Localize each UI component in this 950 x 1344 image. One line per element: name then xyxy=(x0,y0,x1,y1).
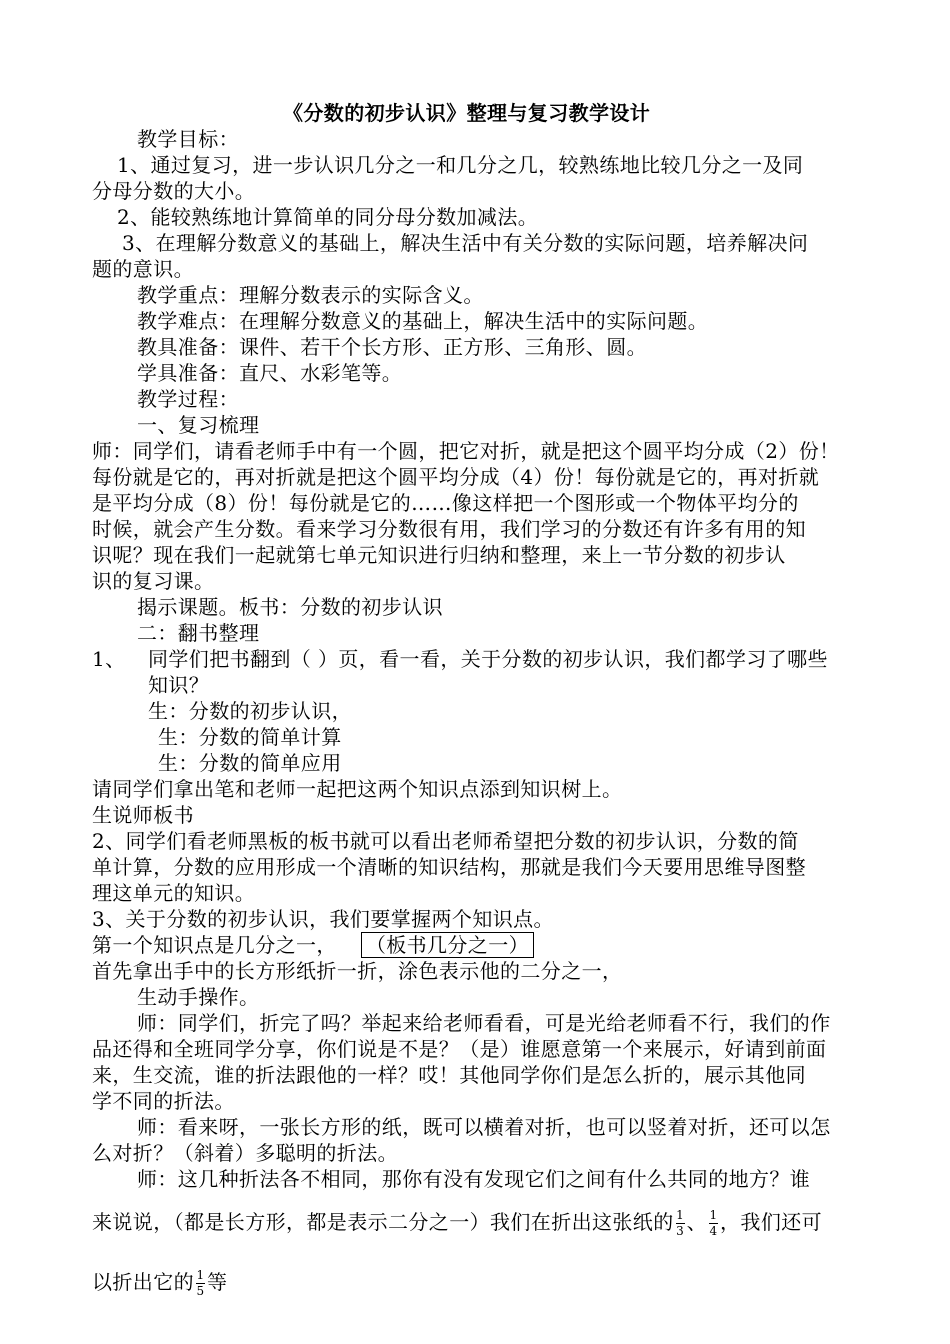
fraction-one-fourth: $\frac{1}{4}$ xyxy=(709,1208,718,1238)
paragraph-line: 生说师板书 xyxy=(92,803,194,827)
paragraph-line: 师：这几种折法各不相同，那你有没有发现它们之间有什么共同的地方？谁 xyxy=(137,1167,811,1191)
paragraph-line: 2、同学们看老师黑板的板书就可以看出老师希望把分数的初步认识，分数的简 xyxy=(92,829,799,853)
paragraph-line: 分母分数的大小。 xyxy=(92,179,256,203)
paragraph-line: 教具准备：课件、若干个长方形、正方形、三角形、圆。 xyxy=(137,335,647,359)
paragraph-line: 识呢？现在我们一起就第七单元知识进行归纳和整理，来上一节分数的初步认 xyxy=(92,543,786,567)
line-text: 、 xyxy=(686,1210,708,1234)
paragraph-line: 么对折？（斜着）多聪明的折法。 xyxy=(92,1141,398,1165)
section-heading: 教学目标： xyxy=(137,127,239,151)
paragraph-line: 揭示课题。板书：分数的初步认识 xyxy=(137,595,443,619)
paragraph-line: 同学们把书翻到（ ）页，看一看，关于分数的初步认识，我们都学习了哪些 xyxy=(148,647,828,671)
paragraph-line: 知识？ xyxy=(148,673,210,697)
line-text: 来说说，（都是长方形，都是表示二分之一）我们在折出这张纸的 xyxy=(92,1210,674,1234)
line-text: 等 xyxy=(207,1270,228,1294)
paragraph-line: 理这单元的知识。 xyxy=(92,881,256,905)
paragraph-line: 生：分数的初步认识， xyxy=(148,699,352,723)
fraction-one-fifth: $\frac{1}{5}$ xyxy=(196,1268,205,1298)
paragraph-line: 学不同的折法。 xyxy=(92,1089,235,1113)
paragraph-line: 师：看来呀，一张长方形的纸，既可以横着对折，也可以竖着对折，还可以怎 xyxy=(137,1115,831,1139)
section-heading: 二：翻书整理 xyxy=(137,621,260,645)
paragraph-line: 师：同学们，请看老师手中有一个圆，把它对折，就是把这个圆平均分成（2）份！ xyxy=(92,439,840,463)
line-text: 第一个知识点是几分之一， xyxy=(92,933,337,957)
paragraph-line: 每份就是它的，再对折就是把这个圆平均分成（4）份！每份就是它的，再对折就 xyxy=(92,465,820,489)
section-heading: 一、复习梳理 xyxy=(137,413,260,437)
paragraph-line xyxy=(92,1202,822,1242)
paragraph-line: 题的意识。 xyxy=(92,257,194,281)
line-text: ，我们还可 xyxy=(720,1210,823,1234)
list-number: 1、 xyxy=(92,647,126,671)
paragraph-line: 首先拿出手中的长方形纸折一折，涂色表示他的二分之一， xyxy=(92,959,623,983)
paragraph-line: 品还得和全班同学分享，你们说是不是？（是）谁愿意第一个来展示，好请到前面 xyxy=(92,1037,827,1061)
paragraph-line: 教学难点：在理解分数意义的基础上，解决生活中的实际问题。 xyxy=(137,309,709,333)
board-note-box: （板书几分之一） xyxy=(361,932,534,958)
fraction-one-third: $\frac{1}{3}$ xyxy=(676,1208,685,1238)
paragraph-line: 2、能较熟练地计算简单的同分母分数加减法。 xyxy=(117,205,539,229)
paragraph-line: 请同学们拿出笔和老师一起把这两个知识点添到知识树上。 xyxy=(92,777,623,801)
paragraph-line: 生动手操作。 xyxy=(137,985,260,1009)
paragraph-line: 1、通过复习，进一步认识几分之一和几分之几，较熟练地比较几分之一及同 xyxy=(117,153,804,177)
document-title: 《分数的初步认识》整理与复习教学设计 xyxy=(283,101,651,125)
paragraph-line: 是平均分成（8）份！每份就是它的……像这样把一个图形或一个物体平均分的 xyxy=(92,491,799,515)
paragraph-line: 师：同学们，折完了吗？举起来给老师看看，可是光给老师看不行，我们的作 xyxy=(137,1011,831,1035)
paragraph-line xyxy=(92,1262,227,1302)
paragraph-line: 单计算，分数的应用形成一个清晰的知识结构，那就是我们今天要用思维导图整 xyxy=(92,855,806,879)
paragraph-line: 识的复习课。 xyxy=(92,569,215,593)
line-text: 以折出它的 xyxy=(92,1270,194,1294)
paragraph-line: 生：分数的简单计算 xyxy=(158,725,342,749)
paragraph-line: 教学重点：理解分数表示的实际含义。 xyxy=(137,283,484,307)
paragraph-line: 生：分数的简单应用 xyxy=(158,751,342,775)
section-heading: 教学过程： xyxy=(137,387,239,411)
paragraph-line: 学具准备：直尺、水彩笔等。 xyxy=(137,361,403,385)
paragraph-line: 3、关于分数的初步认识，我们要掌握两个知识点。 xyxy=(92,907,554,931)
paragraph-line: 3、在理解分数意义的基础上，解决生活中有关分数的实际问题，培养解决问 xyxy=(122,231,809,255)
paragraph-line: 时候，就会产生分数。看来学习分数很有用，我们学习的分数还有许多有用的知 xyxy=(92,517,806,541)
paragraph-line xyxy=(92,932,534,958)
paragraph-line: 来，生交流，谁的折法跟他的一样？哎！其他同学你们是怎么折的，展示其他同 xyxy=(92,1063,806,1087)
